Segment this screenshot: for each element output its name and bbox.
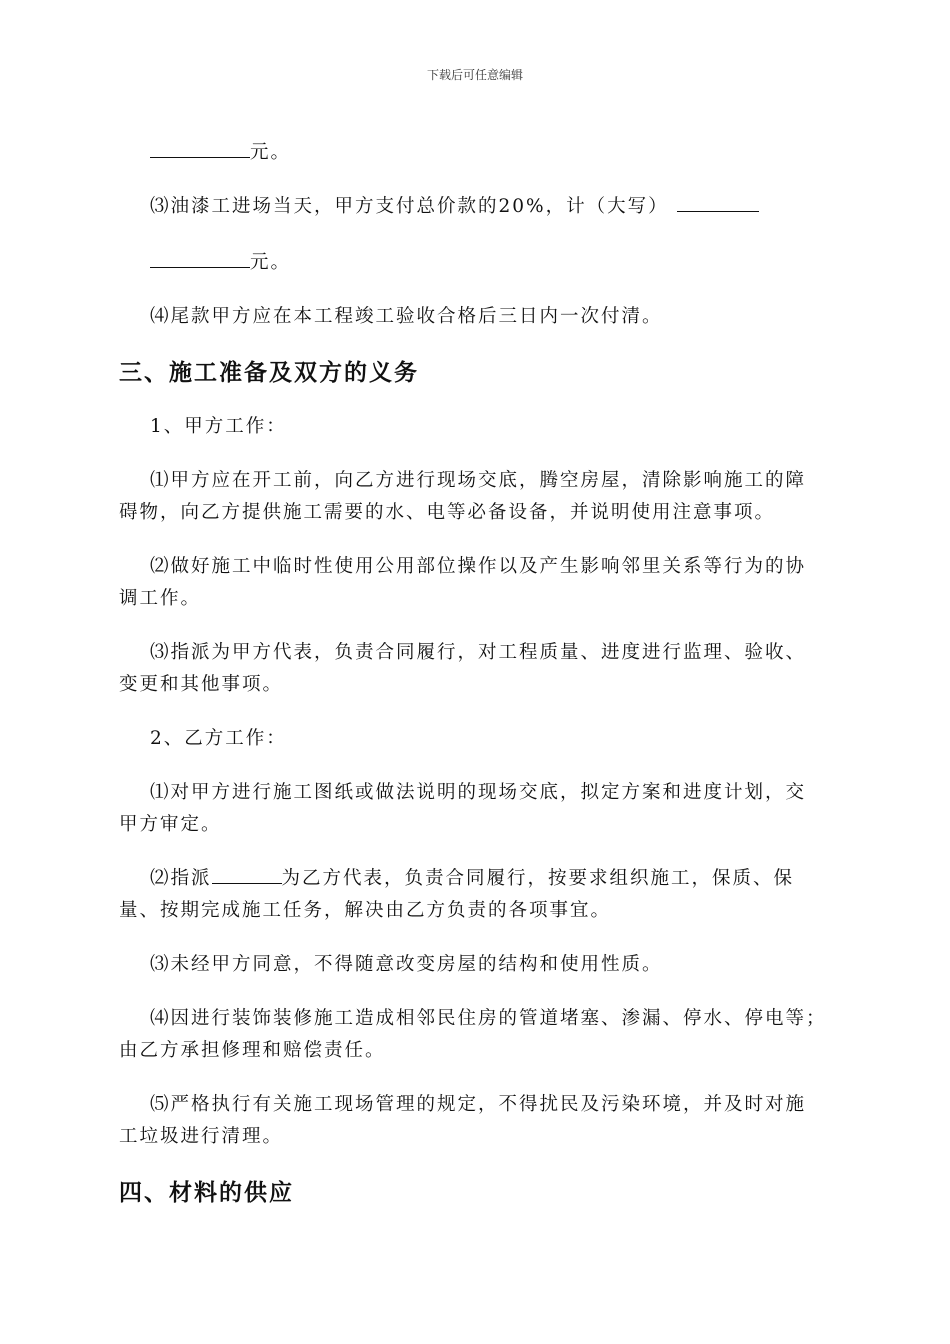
section-heading-4: 四、材料的供应 (119, 1180, 294, 1206)
page-header: 下载后可任意编辑 (426, 68, 523, 82)
party-b-item-5-line-2: 工垃圾进行清理。 (119, 1126, 284, 1147)
payment-line-3: ⑶油漆工进场当天，甲方支付总价款的20%，计（大写） (150, 192, 759, 218)
blank-underline (677, 195, 759, 212)
party-b-item-1-line-2: 甲方审定。 (119, 814, 222, 835)
party-a-item-3-line-1: ⑶指派为甲方代表，负责合同履行，对工程质量、进度进行监理、验收、 (150, 642, 807, 663)
payment-line-4: ⑷尾款甲方应在本工程竣工验收合格后三日内一次付清。 (150, 306, 663, 327)
blank-underline (212, 867, 282, 884)
party-b-work-title: 2、乙方工作： (150, 728, 287, 749)
party-a-item-3-line-2: 变更和其他事项。 (119, 674, 284, 695)
party-b-item-3: ⑶未经甲方同意，不得随意改变房屋的结构和使用性质。 (150, 954, 663, 975)
payment-line-3-cont: 元。 (150, 248, 291, 274)
party-b-item-4-line-1: ⑷因进行装饰装修施工造成相邻民住房的管道堵塞、渗漏、停水、停电等； (150, 1008, 827, 1029)
party-a-item-2-line-2: 调工作。 (119, 588, 202, 609)
party-b-item-2-line-2: 量、按期完成施工任务，解决由乙方负责的各项事宜。 (119, 900, 612, 921)
party-b-item-1-line-1: ⑴对甲方进行施工图纸或做法说明的现场交底，拟定方案和进度计划，交 (150, 782, 807, 803)
party-b-item-4-line-2: 由乙方承担修理和赔偿责任。 (119, 1040, 386, 1061)
party-a-item-1-line-2: 碍物，向乙方提供施工需要的水、电等必备设备，并说明使用注意事项。 (119, 502, 776, 523)
section-heading-3: 三、施工准备及双方的义务 (119, 360, 419, 386)
party-a-work-title: 1、甲方工作： (150, 416, 287, 437)
party-a-item-1-line-1: ⑴甲方应在开工前，向乙方进行现场交底，腾空房屋，清除影响施工的障 (150, 470, 807, 491)
payment-line-1: 元。 (150, 138, 291, 164)
party-a-item-2-line-1: ⑵做好施工中临时性使用公用部位操作以及产生影响邻里关系等行为的协 (150, 556, 807, 577)
party-b-item-2-line-1: ⑵指派 为乙方代表，负责合同履行，按要求组织施工，保质、保 (150, 868, 795, 889)
blank-underline (150, 141, 250, 158)
party-b-item-5-line-1: ⑸严格执行有关施工现场管理的规定，不得扰民及污染环境，并及时对施 (150, 1094, 807, 1115)
blank-underline (150, 251, 250, 268)
